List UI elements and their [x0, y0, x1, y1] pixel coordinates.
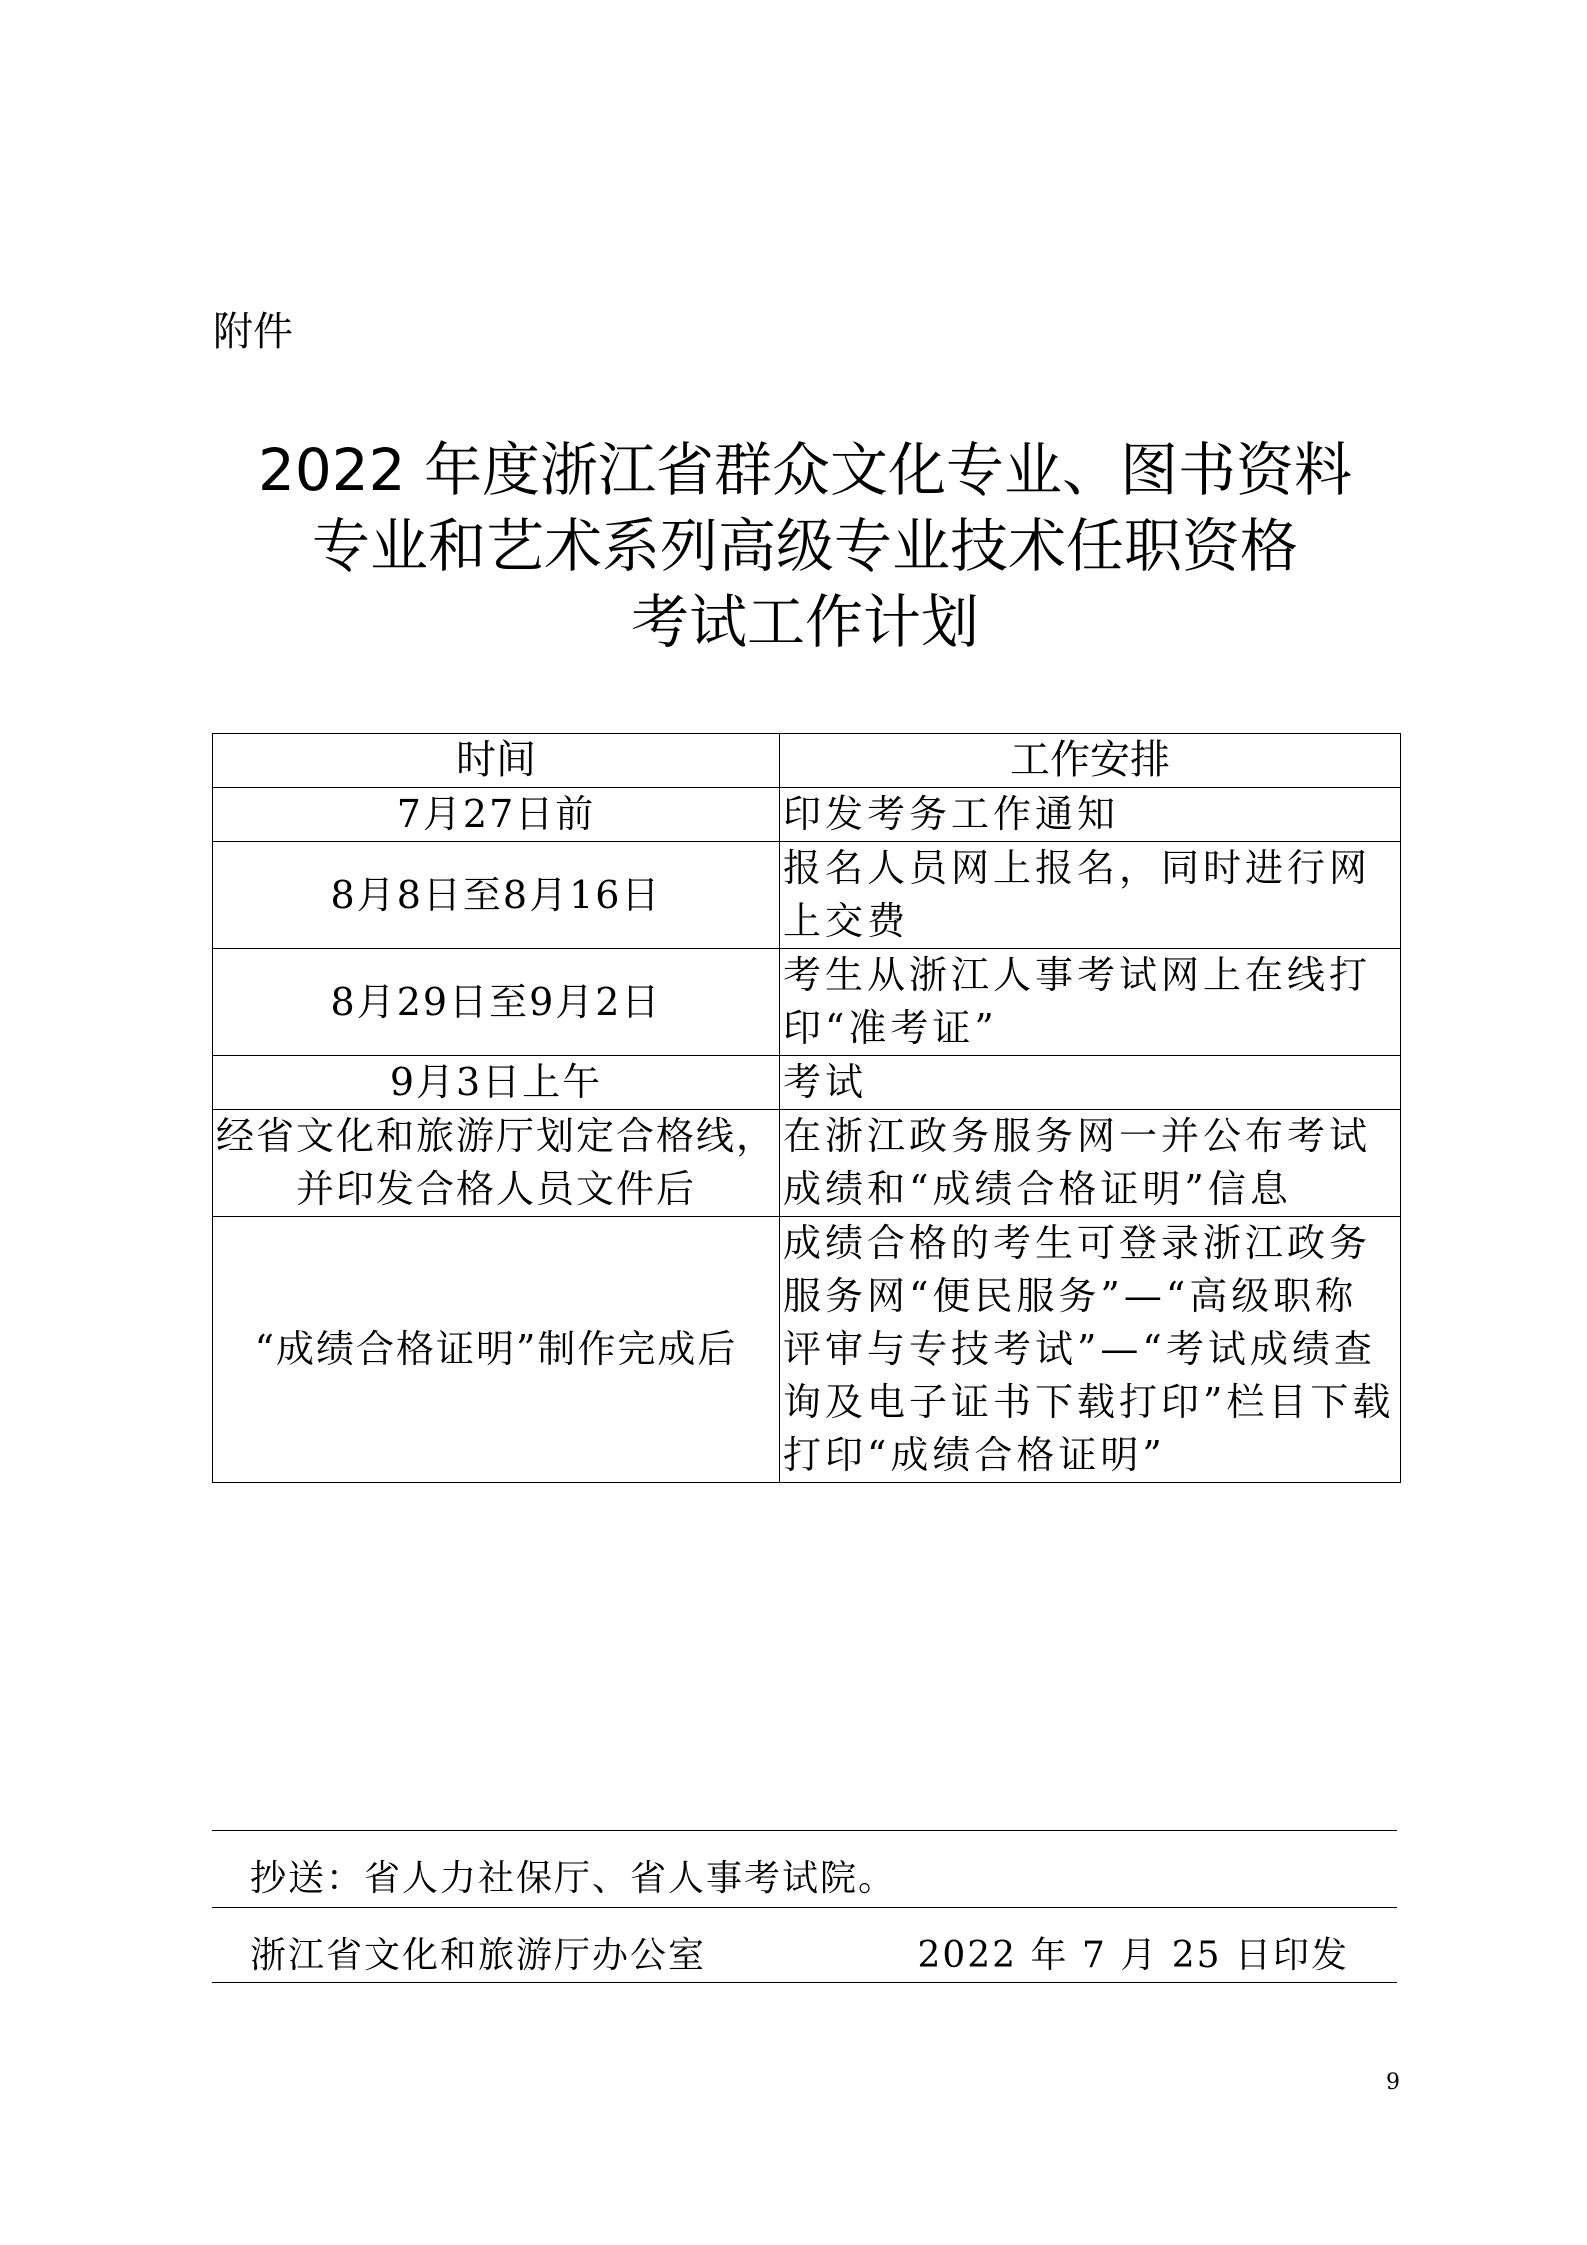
- task-cell: 考生从浙江人事考试网上在线打印“准考证”: [780, 949, 1401, 1056]
- cc-line: 抄送：省人力社保厅、省人事考试院。: [250, 1858, 897, 1899]
- footer-bottom-rule: [212, 1982, 1397, 1983]
- title-line: 专业和艺术系列高级专业技术任职资格: [311, 512, 1298, 580]
- task-cell: 报名人员网上报名，同时进行网上交费: [780, 842, 1401, 949]
- issuing-office: 浙江省文化和旅游厅办公室: [250, 1935, 707, 1976]
- time-cell: 8月29日至9月2日: [213, 949, 780, 1056]
- table-header-row: [213, 734, 1401, 788]
- title-line: 2022 年度浙江省群众文化专业、图书资料: [257, 436, 1353, 504]
- document-title: [150, 432, 1460, 660]
- task-cell: 考试: [780, 1056, 1401, 1110]
- table-row: [213, 842, 1401, 949]
- time-cell: 7月27日前: [213, 788, 780, 842]
- task-cell: 成绩合格的考生可登录浙江政务服务网“便民服务”—“高级职称评审与专技考试”—“考试成绩查询及电子证书下载打印”栏目下载打印“成绩合格证明”: [780, 1217, 1401, 1483]
- table-row: [213, 949, 1401, 1056]
- time-cell: “成绩合格证明”制作完成后: [213, 1217, 780, 1483]
- title-line: 考试工作计划: [630, 588, 979, 656]
- footer-middle-rule: [212, 1907, 1397, 1908]
- table-row: [213, 788, 1401, 842]
- time-cell: 9月3日上午: [213, 1056, 780, 1110]
- time-cell: 8月8日至8月16日: [213, 842, 780, 949]
- table-row: [213, 1056, 1401, 1110]
- task-cell: 在浙江政务服务网一并公布考试成绩和“成绩合格证明”信息: [780, 1110, 1401, 1217]
- header-time: 时间: [213, 734, 780, 788]
- issue-date: 2022 年 7 月 25 日印发: [917, 1935, 1349, 1976]
- attachment-label: 附件: [213, 309, 293, 355]
- work-plan-table: [212, 733, 1401, 1483]
- table-row: [213, 1110, 1401, 1217]
- page-number: 9: [1386, 2070, 1400, 2095]
- table-row: [213, 1217, 1401, 1483]
- task-cell: 印发考务工作通知: [780, 788, 1401, 842]
- header-task: 工作安排: [780, 734, 1401, 788]
- time-cell: 经省文化和旅游厅划定合格线，并印发合格人员文件后: [213, 1110, 780, 1217]
- footer-top-rule: [212, 1830, 1397, 1831]
